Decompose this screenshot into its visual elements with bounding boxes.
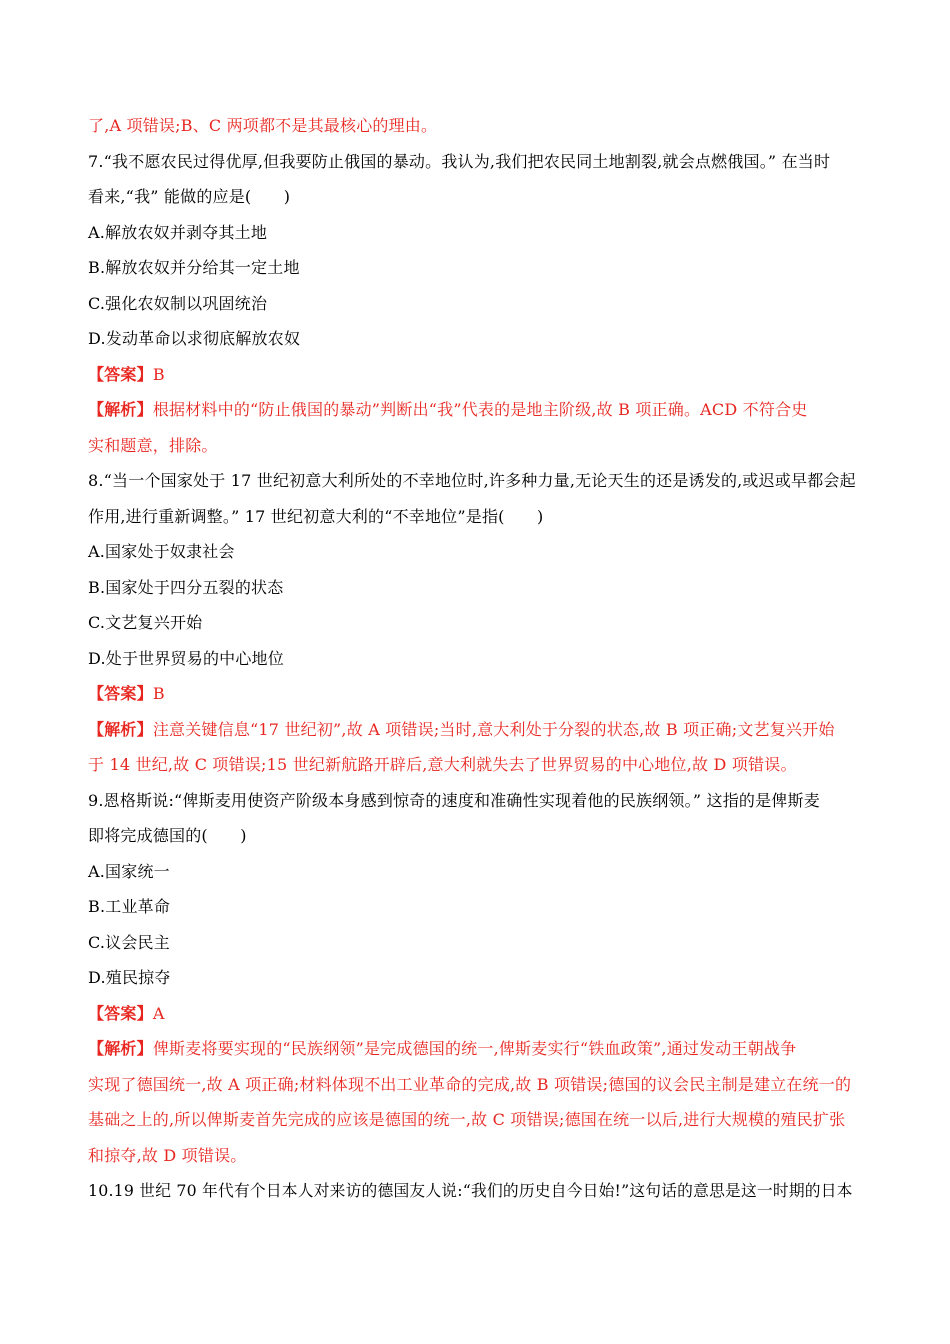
analysis-line: [88, 712, 864, 748]
option-d: D.处于世界贸易的中心地位: [88, 648, 284, 668]
option-a: A.解放农奴并剥夺其土地: [88, 222, 268, 242]
analysis-line: 实和题意，排除。: [88, 435, 218, 455]
question-7: [88, 144, 864, 464]
question-stem-line: 看来,“我” 能做的应是( ): [88, 187, 291, 206]
analysis-tag: 【解析】: [88, 1039, 153, 1058]
option-d: D.发动革命以求彻底解放农奴: [88, 329, 301, 348]
next-question-stem: 10.19 世纪 70 年代有个日本人对来访的德国友人说:“我们的历史自今日始!”这句话的意思是这一时期的日本: [88, 1181, 853, 1200]
answer-line: [88, 357, 864, 393]
analysis-line: 于 14 世纪,故 C 项错误;15 世纪新航路开辟后,意大利就失去了世界贸易的中心地位,故 D 项错误。: [88, 755, 797, 774]
answer-tag: 【答案】: [88, 364, 153, 384]
answer-line: [88, 676, 864, 712]
question-stem-line: 8.“当一个国家处于 17 世纪初意大利所处的不幸地位时,许多种力量,无论天生的还是诱发的,或迟或早都会起: [88, 471, 856, 490]
analysis-text: 根据材料中的“防止俄国的暴动”判断出“我”代表的是地主阶级,故 B 项正确。ACD 不符合史: [152, 400, 808, 419]
analysis-tag: 【解析】: [88, 719, 153, 739]
option-d: D.殖民掠夺: [88, 968, 171, 987]
answer-tag: 【答案】: [88, 684, 153, 703]
analysis-line: [88, 392, 864, 428]
question-stem-line: 作用,进行重新调整。” 17 世纪初意大利的“不幸地位”是指( ): [88, 506, 544, 526]
question-stem-line: 9.恩格斯说:“俾斯麦用使资产阶级本身感到惊奇的速度和准确性实现着他的民族纲领。” 这指的是俾斯麦: [88, 790, 820, 810]
option-b: B.工业革命: [88, 897, 171, 916]
analysis-line: 基础之上的,所以俾斯麦首先完成的应该是德国的统一,故 C 项错误;德国在统一以后,进行大规模的殖民扩张: [88, 1110, 846, 1129]
option-b: B.国家处于四分五裂的状态: [88, 577, 284, 597]
answer-value: A: [152, 1003, 165, 1023]
question-8: [88, 463, 864, 783]
analysis-text: 注意关键信息“17 世纪初”,故 A 项错误;当时,意大利处于分裂的状态,故 B 项正确;文艺复兴开始: [152, 719, 835, 739]
answer-tag: 【答案】: [88, 1003, 153, 1023]
answer-value: B: [152, 364, 165, 384]
option-c: C.强化农奴制以巩固统治: [88, 293, 268, 313]
document-page: [88, 108, 864, 1209]
option-c: C.文艺复兴开始: [88, 613, 203, 632]
analysis-line: 和掠夺,故 D 项错误。: [88, 1145, 247, 1165]
analysis-text: 俾斯麦将要实现的“民族纲领”是完成德国的统一,俾斯麦实行“铁血政策”,通过发动王朝战争: [152, 1039, 797, 1058]
question-9: [88, 783, 864, 1174]
option-c: C.议会民主: [88, 932, 170, 952]
analysis-line: 实现了德国统一,故 A 项正确;材料体现不出工业革命的完成,故 B 项错误;德国的议会民主制是建立在统一的: [88, 1074, 852, 1094]
analysis-tag: 【解析】: [88, 400, 153, 419]
question-stem-line: 即将完成德国的( ): [88, 826, 247, 845]
answer-value: B: [152, 684, 165, 703]
option-a: A.国家统一: [88, 861, 170, 881]
prev-explanation-tail: 了,A 项错误;B、C 两项都不是其最核心的理由。: [88, 116, 438, 135]
option-b: B.解放农奴并分给其一定土地: [88, 258, 300, 277]
analysis-line: [88, 1031, 864, 1067]
answer-line: [88, 996, 864, 1032]
option-a: A.国家处于奴隶社会: [88, 542, 235, 561]
question-stem-line: 7.“我不愿农民过得优厚,但我要防止俄国的暴动。我认为,我们把农民同土地割裂,就会点燃俄国。” 在当时: [88, 151, 831, 171]
